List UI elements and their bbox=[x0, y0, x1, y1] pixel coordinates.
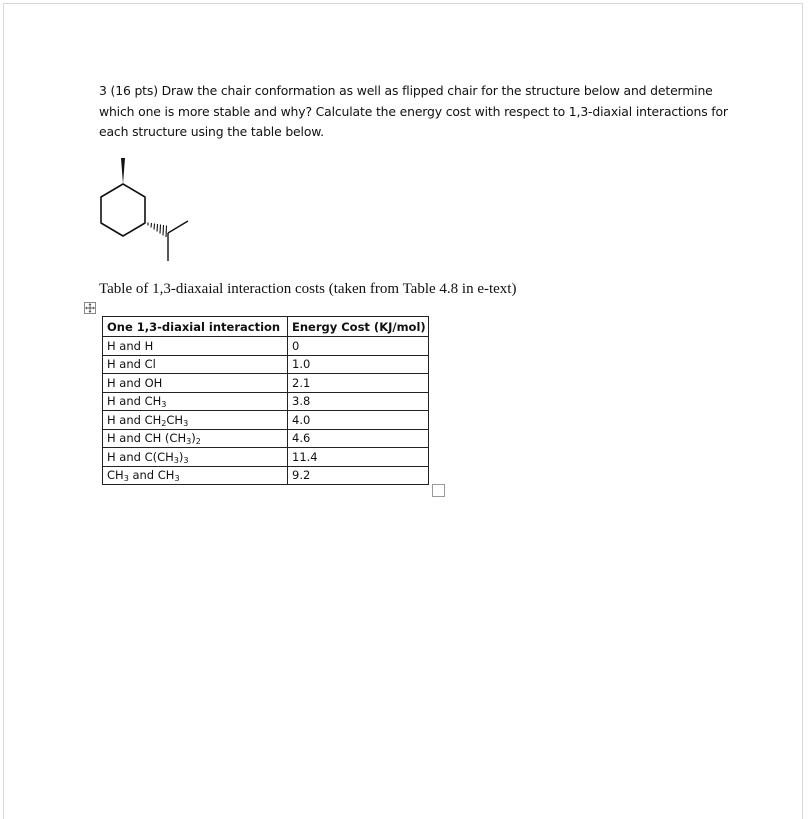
cyclohexane-ring bbox=[101, 184, 145, 236]
cell-energy-cost: 4.6 bbox=[288, 429, 429, 448]
isopropyl-bond-up bbox=[168, 221, 188, 233]
cell-interaction: H and Cl bbox=[103, 355, 288, 374]
wedge-bond bbox=[121, 158, 125, 184]
cell-energy-cost: 3.8 bbox=[288, 392, 429, 411]
table-row bbox=[103, 355, 429, 374]
table-row bbox=[103, 411, 429, 430]
table-resize-icon[interactable] bbox=[432, 484, 445, 497]
cell-interaction: H and $CH_2CH_3$ bbox=[103, 411, 288, 430]
cell-interaction: H and $CH_3$ bbox=[103, 392, 288, 411]
table-row bbox=[103, 392, 429, 411]
question-text: 3 (16 pts) Draw the chair conformation as well as flipped chair for the structure below and determine which one is more stable and why? Calculate the energy cost with respect to 1,3-diaxial interactions for each structure using the table below. bbox=[99, 83, 728, 139]
header-interaction: One 1,3-diaxial interaction bbox=[103, 317, 288, 337]
table-body bbox=[103, 337, 429, 485]
table-header-row bbox=[103, 317, 429, 337]
table-caption: Table of 1,3-diaxaial interaction costs (taken from Table 4.8 in e-text) bbox=[99, 281, 517, 297]
cell-energy-cost: 11.4 bbox=[288, 448, 429, 467]
interaction-costs-table bbox=[102, 316, 429, 485]
cell-energy-cost: 2.1 bbox=[288, 374, 429, 393]
cyclohexane-structure-diagram bbox=[90, 155, 200, 265]
cell-interaction: H and H bbox=[103, 337, 288, 356]
cell-interaction: H and $C(CH_3)_3$ bbox=[103, 448, 288, 467]
header-energy-cost: Energy Cost (KJ/mol) bbox=[288, 317, 429, 337]
table-row bbox=[103, 448, 429, 467]
cell-interaction: H and CH $(CH_3)_2$ bbox=[103, 429, 288, 448]
table-row bbox=[103, 429, 429, 448]
cell-energy-cost: 4.0 bbox=[288, 411, 429, 430]
four-arrow-icon bbox=[85, 303, 95, 313]
cell-energy-cost: 0 bbox=[288, 337, 429, 356]
cell-energy-cost: 1.0 bbox=[288, 355, 429, 374]
cell-interaction: H and OH bbox=[103, 374, 288, 393]
table-row bbox=[103, 466, 429, 485]
table-row bbox=[103, 374, 429, 393]
cell-energy-cost: 9.2 bbox=[288, 466, 429, 485]
cell-interaction: $CH_3$ and $CH_3$ bbox=[103, 466, 288, 485]
hashed-bond bbox=[148, 223, 167, 238]
table-row bbox=[103, 337, 429, 356]
table-move-icon[interactable] bbox=[84, 302, 96, 314]
